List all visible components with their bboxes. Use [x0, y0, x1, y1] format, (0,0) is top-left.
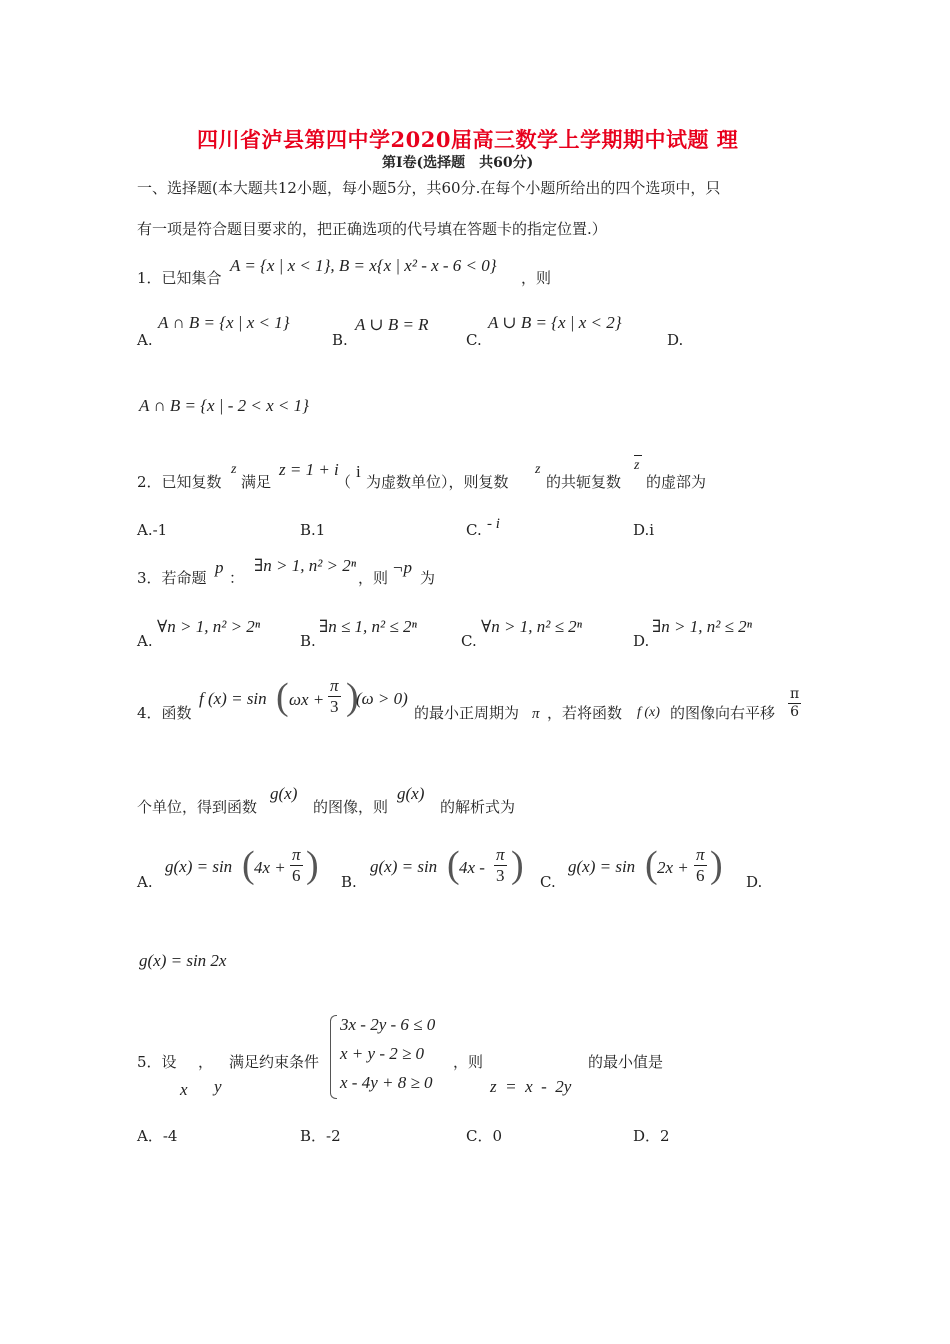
q3-stem: 3．若命题 — [137, 569, 207, 587]
q3-option-c-label: C. — [461, 632, 477, 650]
instructions-line-1: 一、选择题(本大题共12小题，每小题5分，共60分.在每个小题所给出的四个选项中，只 — [137, 179, 721, 197]
section-subtitle: 第Ⅰ卷(选择题 共60分) — [382, 155, 534, 171]
q4-period-pi: π — [532, 706, 540, 722]
q5-option-a: A．-4 — [137, 1127, 178, 1145]
q4-option-b-numerator: π — [496, 845, 505, 864]
q4-option-b-lhs: g(x) = sin — [370, 857, 438, 876]
q4-option-a-right-paren: ) — [306, 844, 319, 886]
q3-option-d: ∃n > 1, n² ≤ 2ⁿ — [652, 617, 752, 636]
q4-line2-b: 的图像，则 — [313, 798, 389, 816]
q2-z-symbol: z — [231, 462, 237, 477]
q4-option-c-numerator: π — [696, 845, 705, 864]
q4-function-lhs: f (x) = sin — [199, 689, 267, 708]
q3-option-b-label: B. — [300, 632, 316, 650]
q4-option-c-right-paren: ) — [710, 844, 723, 886]
q4-fraction — [328, 676, 341, 717]
q4-option-b-argument: 4x - — [459, 858, 485, 877]
q2-option-c-label: C. — [466, 521, 482, 539]
q2-option-a: A.-1 — [137, 521, 168, 539]
q2-option-d: D.i — [633, 521, 655, 539]
q5-constraint-1: 3x - 2y - 6 ≤ 0 — [340, 1015, 436, 1034]
q4-line2-c: 的解析式为 — [440, 798, 516, 816]
q3-p-symbol: p — [215, 558, 224, 577]
q4-option-b-left-paren: ( — [447, 844, 460, 886]
q4-option-b-label: B. — [341, 873, 357, 891]
q3-proposition: ∃n > 1, n² > 2ⁿ — [254, 556, 357, 575]
q4-mid-2: ，若将函数 — [547, 704, 623, 722]
q5-tail: 的最小值是 — [588, 1053, 664, 1071]
q4-argument: ωx + — [289, 690, 325, 709]
q4-right-paren: ) — [346, 676, 359, 718]
q2-mid-1: 满足 — [241, 473, 272, 491]
q1-option-b-label: B. — [332, 331, 348, 349]
q2-zbar-symbol: z — [634, 458, 640, 473]
q4-fx: f (x) — [637, 705, 660, 720]
q4-fraction-numerator: π — [330, 676, 339, 695]
q4-mid-1: 的最小正周期为 — [414, 704, 520, 722]
q4-option-a-label: A. — [137, 873, 153, 891]
q5-after: ，则 — [453, 1053, 484, 1071]
q5-constraint-3: x - 4y + 8 ≥ 0 — [340, 1073, 433, 1092]
q4-gx-1: g(x) — [270, 784, 298, 803]
q1-tail: ，则 — [521, 269, 552, 287]
q2-option-b: B.1 — [300, 521, 326, 539]
q1-option-a-label: A. — [137, 331, 153, 349]
q4-option-b-denominator: 3 — [496, 866, 505, 885]
q4-shift-numerator: π — [790, 686, 800, 702]
q1-option-d-label: D. — [667, 331, 684, 349]
q4-stem: 4．函数 — [137, 704, 192, 722]
q1-option-b: A ∪ B = R — [355, 315, 429, 334]
q2-mid-3: 的共轭复数 — [546, 473, 622, 491]
q5-option-b: B．-2 — [300, 1127, 341, 1145]
q2-option-c: - i — [487, 516, 500, 532]
q4-left-paren: ( — [276, 676, 289, 718]
q4-option-c-lhs: g(x) = sin — [568, 857, 636, 876]
instructions-line-2: 有一项是符合题目要求的，把正确选项的代号填在答题卡的指定位置.） — [137, 220, 607, 238]
q5-option-d: D．2 — [633, 1127, 670, 1145]
q5-option-c: C．0 — [466, 1127, 503, 1145]
q4-option-c-left-paren: ( — [645, 844, 658, 886]
q2-i-symbol: i — [356, 462, 361, 481]
q3-colon: ： — [229, 569, 245, 587]
q1-option-d: A ∩ B = {x | - 2 < x < 1} — [139, 396, 309, 415]
q4-option-a-lhs: g(x) = sin — [165, 857, 233, 876]
q2-stem: 2．已知复数 — [137, 473, 222, 491]
q4-shift-fraction — [788, 686, 801, 721]
q4-option-c-argument: 2x + — [657, 858, 689, 877]
q4-option-c-fraction — [694, 845, 707, 886]
q4-shift-denominator: 6 — [790, 704, 800, 720]
q5-stem: 5．设 — [137, 1053, 177, 1071]
q1-option-a: A ∩ B = {x | x < 1} — [158, 313, 290, 332]
q5-objective: z = x - 2y — [490, 1077, 572, 1096]
q5-x-variable: x — [180, 1080, 188, 1099]
q5-mid: 满足约束条件 — [229, 1053, 320, 1071]
q2-conjugate-bar — [634, 455, 642, 456]
q5-system-brace — [330, 1015, 337, 1099]
q3-option-a-label: A. — [137, 632, 153, 650]
q3-mid: ，则 — [358, 569, 389, 587]
q2-paren-open: （ — [336, 473, 352, 491]
q4-option-d-label: D. — [746, 873, 763, 891]
q4-line2-a: 个单位，得到函数 — [137, 798, 258, 816]
q2-mid-2: 为虚数单位），则复数 — [366, 473, 509, 491]
q4-gx-2: g(x) — [397, 784, 425, 803]
q2-z-symbol-2: z — [535, 462, 541, 477]
q5-y-variable: y — [214, 1077, 222, 1096]
q1-sets-formula: A = {x | x < 1}, B = x{x | x² - x - 6 < 0} — [230, 256, 497, 275]
q3-option-c: ∀n > 1, n² ≤ 2ⁿ — [481, 617, 583, 636]
q5-constraint-2: x + y - 2 ≥ 0 — [340, 1044, 425, 1063]
q4-option-a-denominator: 6 — [292, 866, 301, 885]
q4-option-b-fraction — [494, 845, 507, 886]
q4-option-a-numerator: π — [292, 845, 301, 864]
q1-stem: 1．已知集合 — [137, 269, 222, 287]
q4-option-a-fraction — [290, 845, 303, 886]
q4-option-a-left-paren: ( — [242, 844, 255, 886]
q2-condition-formula: z = 1 + i — [279, 460, 339, 479]
q4-option-a-argument: 4x + — [254, 858, 286, 877]
q4-fraction-denominator: 3 — [330, 697, 339, 716]
page-title: 四川省泸县第四中学2020届高三数学上学期期中试题 理 — [197, 127, 739, 152]
q5-comma: ， — [198, 1053, 214, 1071]
q4-omega-condition: (ω > 0) — [356, 689, 408, 708]
q1-option-c-label: C. — [466, 331, 482, 349]
q4-option-d: g(x) = sin 2x — [139, 951, 227, 970]
q4-option-c-denominator: 6 — [696, 866, 705, 885]
q3-negation: ¬p — [392, 558, 412, 577]
q4-mid-3: 的图像向右平移 — [670, 704, 776, 722]
q4-option-c-label: C. — [540, 873, 556, 891]
q3-tail: 为 — [420, 569, 436, 587]
q1-option-c: A ∪ B = {x | x < 2} — [488, 313, 622, 332]
q3-option-d-label: D. — [633, 632, 650, 650]
q3-option-a: ∀n > 1, n² > 2ⁿ — [157, 617, 261, 636]
q2-tail: 的虚部为 — [646, 473, 707, 491]
q3-option-b: ∃n ≤ 1, n² ≤ 2ⁿ — [319, 617, 417, 636]
q4-option-b-right-paren: ) — [511, 844, 524, 886]
